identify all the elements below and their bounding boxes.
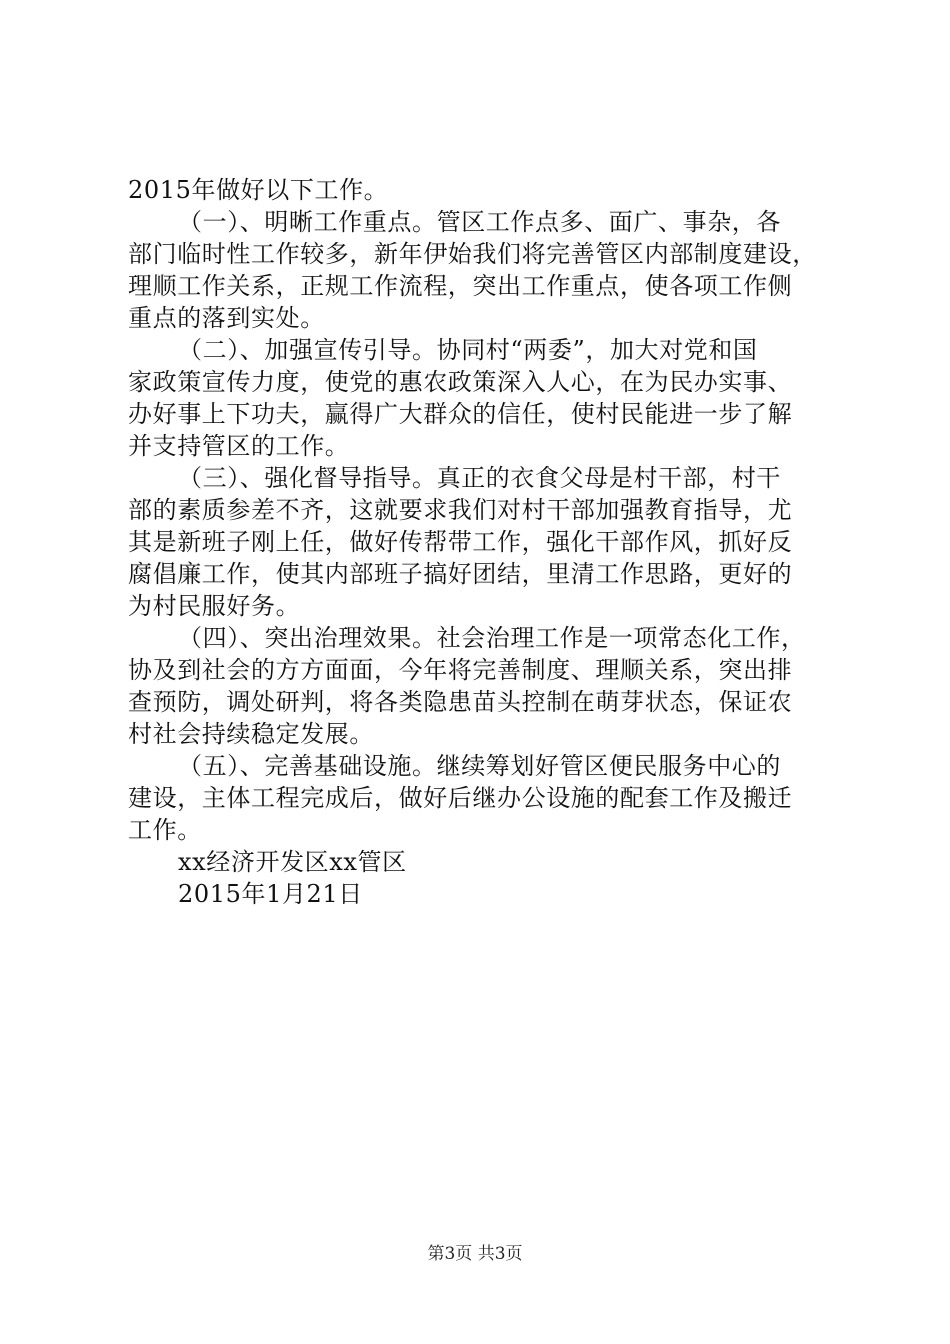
text-line: 协及到社会的方方面面，今年将完善制度、理顺关系，突出排 bbox=[128, 656, 793, 684]
text-line: 村社会持续稳定发展。 bbox=[128, 720, 374, 748]
text-line: （四）、突出治理效果。社会治理工作是一项常态化工作， bbox=[178, 624, 806, 652]
signature-date: 2015年1月21日 bbox=[178, 880, 363, 908]
text-line: 理顺工作关系，正规工作流程，突出工作重点，使各项工作侧 bbox=[128, 272, 793, 300]
text-line: 工作。 bbox=[128, 816, 202, 844]
text-line: （一）、明晰工作重点。管区工作点多、面广、事杂，各 bbox=[178, 208, 781, 236]
text-line: 部的素质参差不齐，这就要求我们对村干部加强教育指导，尤 bbox=[128, 496, 793, 524]
text-line: 腐倡廉工作，使其内部班子搞好团结，里清工作思路，更好的 bbox=[128, 560, 793, 588]
text-line: 部门临时性工作较多，新年伊始我们将完善管区内部制度建设， bbox=[128, 240, 817, 268]
text-line: （二）、加强宣传引导。协同村“两委”，加大对党和国 bbox=[178, 336, 758, 364]
text-line: 并支持管区的工作。 bbox=[128, 432, 350, 460]
signature-organization: xx经济开发区xx管区 bbox=[178, 848, 407, 876]
text-line: 家政策宣传力度，使党的惠农政策深入人心，在为民办实事、 bbox=[128, 368, 793, 396]
text-line: 为村民服好务。 bbox=[128, 592, 301, 620]
text-line: 其是新班子刚上任，做好传帮带工作，强化干部作风，抓好反 bbox=[128, 528, 793, 556]
text-line: 办好事上下功夫，赢得广大群众的信任，使村民能进一步了解 bbox=[128, 400, 793, 428]
text-line: （三）、强化督导指导。真正的衣食父母是村干部，村干 bbox=[178, 464, 781, 492]
page-footer: 第3页 共3页 bbox=[427, 1244, 523, 1264]
text-line: 重点的落到实处。 bbox=[128, 304, 325, 332]
text-line: 查预防，调处研判，将各类隐患苗头控制在萌芽状态，保证农 bbox=[128, 688, 793, 716]
text-line: 建设，主体工程完成后，做好后继办公设施的配套工作及搬迁 bbox=[128, 784, 793, 812]
document-body bbox=[128, 174, 832, 910]
text-line: （五）、完善基础设施。继续筹划好管区便民服务中心的 bbox=[178, 752, 781, 780]
text-line: 2015年做好以下工作。 bbox=[128, 176, 389, 204]
